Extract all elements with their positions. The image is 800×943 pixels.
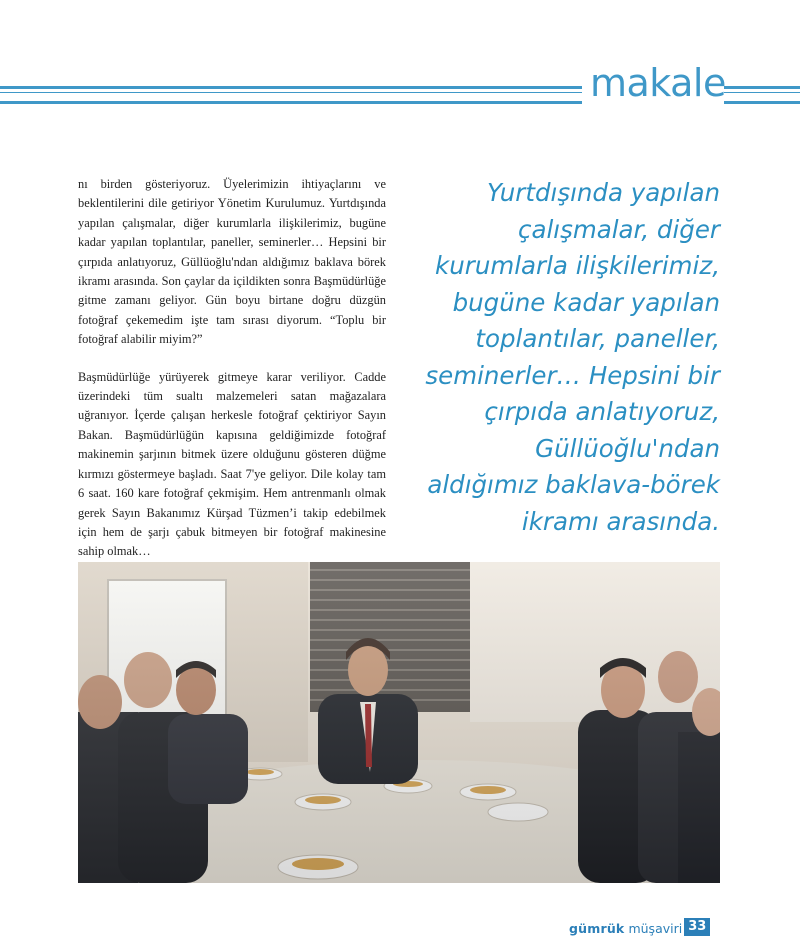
article-paragraph: nı birden gösteriyoruz. Üyelerimizin ihtiyaçlarını ve beklentilerini dile getiriyor Yönetim Kurulumuz. Yurtdışında yapılan çalışmalar, diğer kurumlarla ilişkilerimiz, bugüne kadar yapılan toplantılar, paneller, seminerler… Hepsini bir çırpıda anlatıyoruz, Güllüoğlu'ndan aldığımız baklava börek ikramı arasında. Son çaylar da içildikten sonra Başmüdürlüğe gitme zamanı geliyor. Gün boyu birtane doğru düzgün fotoğraf çekemedim işte tam sırası diyorum. “Toplu bir fotoğraf alabilir miyim?” — [78, 177, 386, 347]
section-title: makale — [590, 61, 726, 105]
pull-quote-line: Güllüoğlu'ndan — [535, 433, 720, 463]
magazine-name-part2: müşaviri — [628, 921, 683, 936]
pull-quote-line: çalışmalar, diğer — [517, 214, 720, 244]
pull-quote-line: seminerler… Hepsini bir — [425, 360, 720, 390]
page-footer — [569, 918, 710, 936]
pull-quote-line: bugüne kadar yapılan — [452, 287, 720, 317]
pull-quote-line: Yurtdışında yapılan — [487, 178, 720, 207]
pull-quote-line: kurumlarla ilişkilerimiz, — [435, 251, 720, 280]
pull-quote-line: ikramı arasında. — [521, 506, 720, 536]
pull-quote-line: toplantılar, paneller, — [475, 324, 720, 353]
pull-quote-line: çırpıda anlatıyoruz, — [484, 397, 720, 426]
meeting-photo — [78, 562, 720, 883]
pull-quote-line: aldığımız baklava-börek — [427, 470, 720, 499]
article-body — [78, 175, 386, 580]
magazine-name-part1: gümrük — [569, 921, 625, 936]
header-rule-left — [0, 86, 582, 104]
article-paragraph: Başmüdürlüğe yürüyerek gitmeye karar veriliyor. Cadde üzerindeki tüm sualtı malzemeleri satan mağazalara uğranıyor. İçerde çalışan herkesle fotoğraf çektiriyor Sayın Bakan. Başmüdürlüğün kapısına geldiğimizde fotoğraf makinemin şarjının bitmek üzere olduğunu gösteren düğme kırmızı göstermeye başladı. Saat 7'ye geliyor. Dile kolay tam 6 saat. 160 kare fotoğraf çekmişim. Hem antrenmanlı olmak gerek Sayın Bakanımız Kürşad Tüzmen’i takip edebilmek için hem de şarjı çabuk bitmeyen bir fotoğraf makinesine sahip olmak… — [78, 369, 386, 559]
page-number: 33 — [684, 918, 710, 936]
header-rule-right — [724, 86, 800, 104]
pull-quote — [412, 175, 720, 540]
